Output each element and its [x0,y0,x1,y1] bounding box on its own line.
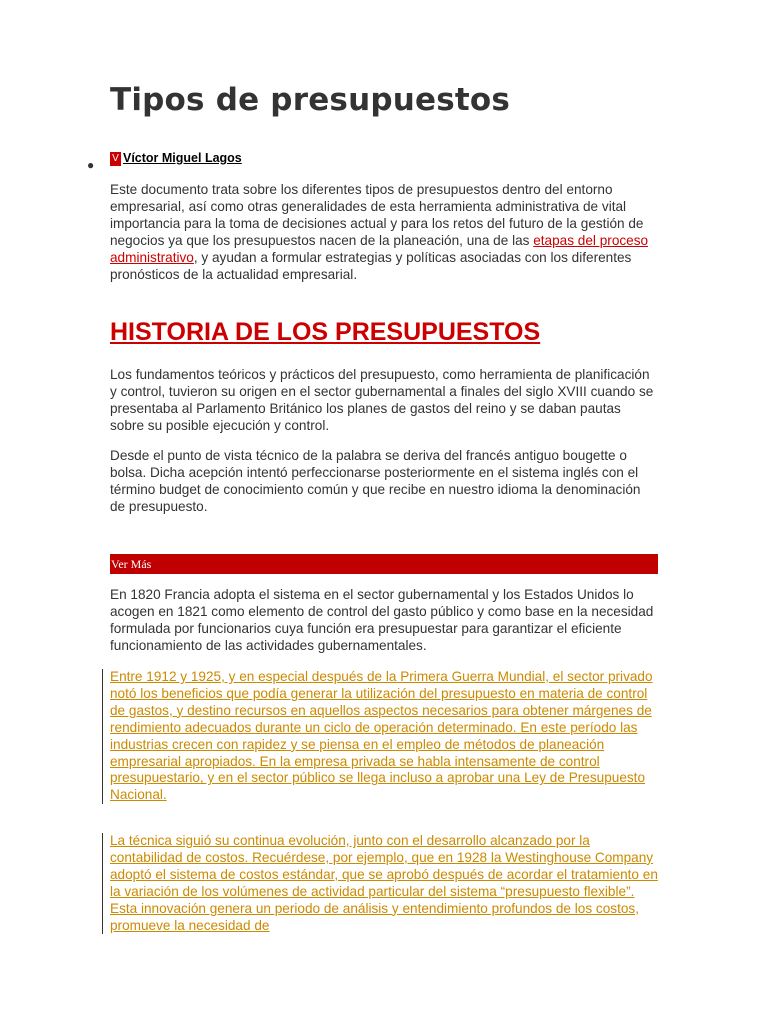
intro-text-start: Este documento trata sobre los diferentes tipos de presupuestos dentro del entorno empresarial, así como otras generalidades de esta herramienta administrativa de vital importancia para la toma de decisiones actual y para los retos del futuro de la gestión de negocios ya que los presupuestos nacen de la planeación, una de las [110,182,644,248]
quote-tecnica [102,833,660,934]
paragraph-origen-palabra: Desde el punto de vista técnico de la palabra se deriva del francés antiguo bougette o bolsa. Dicha acepción intentó perfeccionarse posteriormente en el sistema inglés con el término budget de conocimiento común y que recibe en nuestro idioma la denominación de presupuesto. [110,448,641,514]
author-link[interactable]: Víctor Miguel Lagos [123,151,242,165]
page-title: Tipos de presupuestos [110,82,511,118]
quote-1912 [102,669,660,804]
paragraph-francia: En 1820 Francia adopta el sistema en el sector gubernamental y los Estados Unidos lo acogen en 1821 como elemento de control del gasto público y como base en la necesidad formulada por funcionarios cuya función era presupuestar para garantizar el eficiente funcionamiento de las actividades gubernamentales. [110,587,654,653]
ver-mas-button[interactable]: Ver Más [110,554,658,574]
etapas-link[interactable]: etapas del proceso administrativo [110,232,649,265]
section-heading: HISTORIA DE LOS PRESUPUESTOS [110,318,541,346]
author-avatar-icon: V [110,152,121,166]
quote-tecnica-text[interactable]: La técnica siguió su continua evolución, junto con el desarrollo alcanzado por la contabilidad de costos. Recuérdese, por ejemplo, que en 1928 la Westinghouse Company adoptó el sistema de costos estándar, que se aprobó después de acordar el tratamiento en la variación de los volúmenes de actividad particular del sistema “presupuesto flexible”. Esta innovación genera un periodo de análisis y entendimiento profundos de los costos, promueve la necesidad de [110,833,658,933]
quote-1912-text[interactable]: Entre 1912 y 1925, y en especial después de la Primera Guerra Mundial, el sector privado notó los beneficios que podía generar la utilización del presupuesto en materia de control de gastos, y destino recursos en aquellos aspectos necesarios para obtener márgenes de rendimiento adecuados durante un ciclo de operación determinado. En este período las industrias crecen con rapidez y se piensa en el empleo de métodos de planeación empresarial apropiados. En la empresa privada se habla intensamente de control presupuestario, y en el sector público se llega incluso a aprobar una Ley de Presupuesto Nacional. [110,669,653,803]
intro-paragraph [110,182,658,283]
bullet: ● [87,158,95,172]
paragraph-fundamentos: Los fundamentos teóricos y prácticos del presupuesto, como herramienta de planificación y control, tuvieron su origen en el sector gubernamental a finales del siglo XVIII cuando se presentaba al Parlamento Británico los planes de gastos del reino y se daban pautas sobre su posible ejecución y control. [110,367,654,433]
intro-text-end: , y ayudan a formular estrategias y políticas asociadas con los diferentes pronósticos de la actualidad empresarial. [110,249,632,282]
